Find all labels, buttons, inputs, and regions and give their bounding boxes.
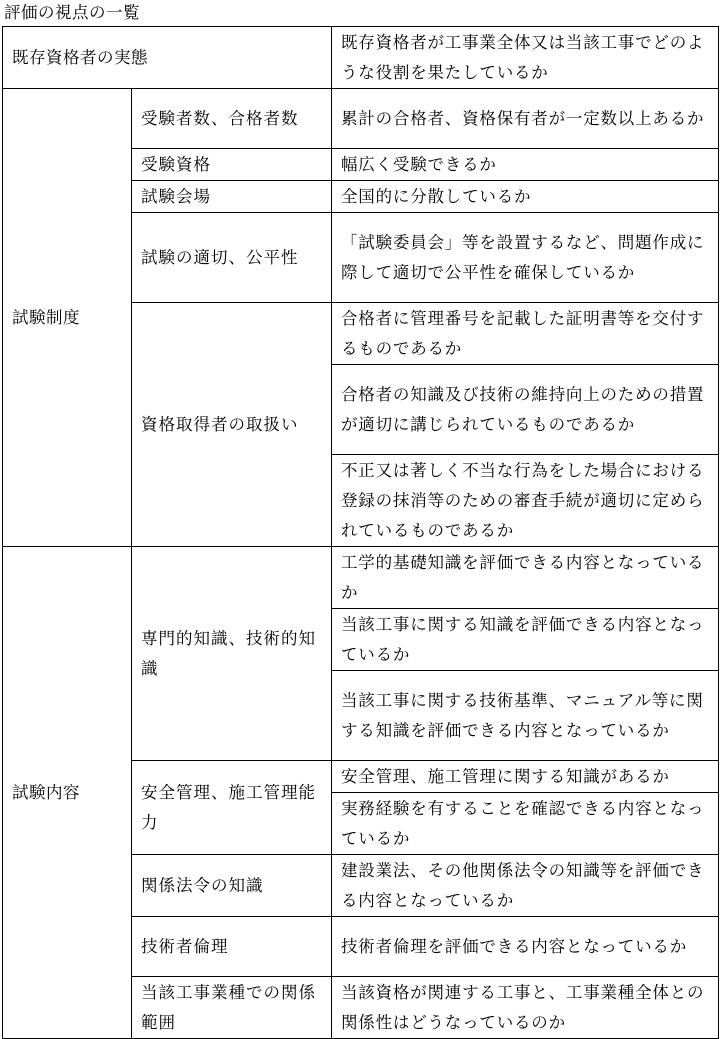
criterion-item: 安全管理、施工管理に関する知識があるか [332, 761, 719, 793]
criterion-item: 「試験委員会」等を設置するなど、問題作成に際して適切で公平性を確保しているか [332, 213, 719, 303]
criterion-label: 受験者数、合格者数 [132, 89, 332, 149]
criterion-label: 資格取得者の取扱い [132, 303, 332, 547]
table-row [3, 27, 719, 89]
table-row [3, 547, 719, 609]
criterion-label: 安全管理、施工管理能力 [132, 761, 332, 855]
criterion-item: 工学的基礎知識を評価できる内容となっているか [332, 547, 719, 609]
criterion-label: 試験会場 [132, 181, 332, 213]
existing-holders-description: 既存資格者が工事業全体又は当該工事でどのような役割を果たしているか [332, 27, 719, 89]
criterion-item: 技術者倫理を評価できる内容となっているか [332, 917, 719, 977]
criterion-item: 当該工事に関する知識を評価できる内容となっているか [332, 609, 719, 671]
criterion-label: 関係法令の知識 [132, 855, 332, 917]
criterion-item: 当該工事に関する技術基準、マニュアル等に関する知識を評価できる内容となっているか [332, 671, 719, 761]
criterion-item: 当該資格が関連する工事と、工事業種全体との関係性はどうなっているのか [332, 977, 719, 1039]
table-row [3, 89, 719, 149]
criterion-label: 技術者倫理 [132, 917, 332, 977]
criterion-item: 累計の合格者、資格保有者が一定数以上あるか [332, 89, 719, 149]
criterion-item: 全国的に分散しているか [332, 181, 719, 213]
criterion-item: 不正又は著しく不当な行為をした場合における登録の抹消等のための審査手続が適切に定められているものであるか [332, 455, 719, 547]
criterion-label: 専門的知識、技術的知識 [132, 547, 332, 761]
criterion-item: 幅広く受験できるか [332, 149, 719, 181]
criterion-item: 合格者の知識及び技術の維持向上のための措置が適切に講じられているものであるか [332, 365, 719, 455]
criterion-item: 建設業法、その他関係法令の知識等を評価できる内容となっているか [332, 855, 719, 917]
criterion-label: 試験の適切、公平性 [132, 213, 332, 303]
category-exam-content: 試験内容 [3, 547, 132, 1039]
criterion-item: 合格者に管理番号を記載した証明書等を交付するものであるか [332, 303, 719, 365]
evaluation-table [2, 26, 719, 1039]
existing-holders-label: 既存資格者の実態 [3, 27, 332, 89]
page-title: 評価の視点の一覧 [4, 3, 140, 22]
category-exam-system: 試験制度 [3, 89, 132, 547]
criterion-item: 実務経験を有することを確認できる内容となっているか [332, 793, 719, 855]
criterion-label: 受験資格 [132, 149, 332, 181]
criterion-label: 当該工事業種での関係範囲 [132, 977, 332, 1039]
